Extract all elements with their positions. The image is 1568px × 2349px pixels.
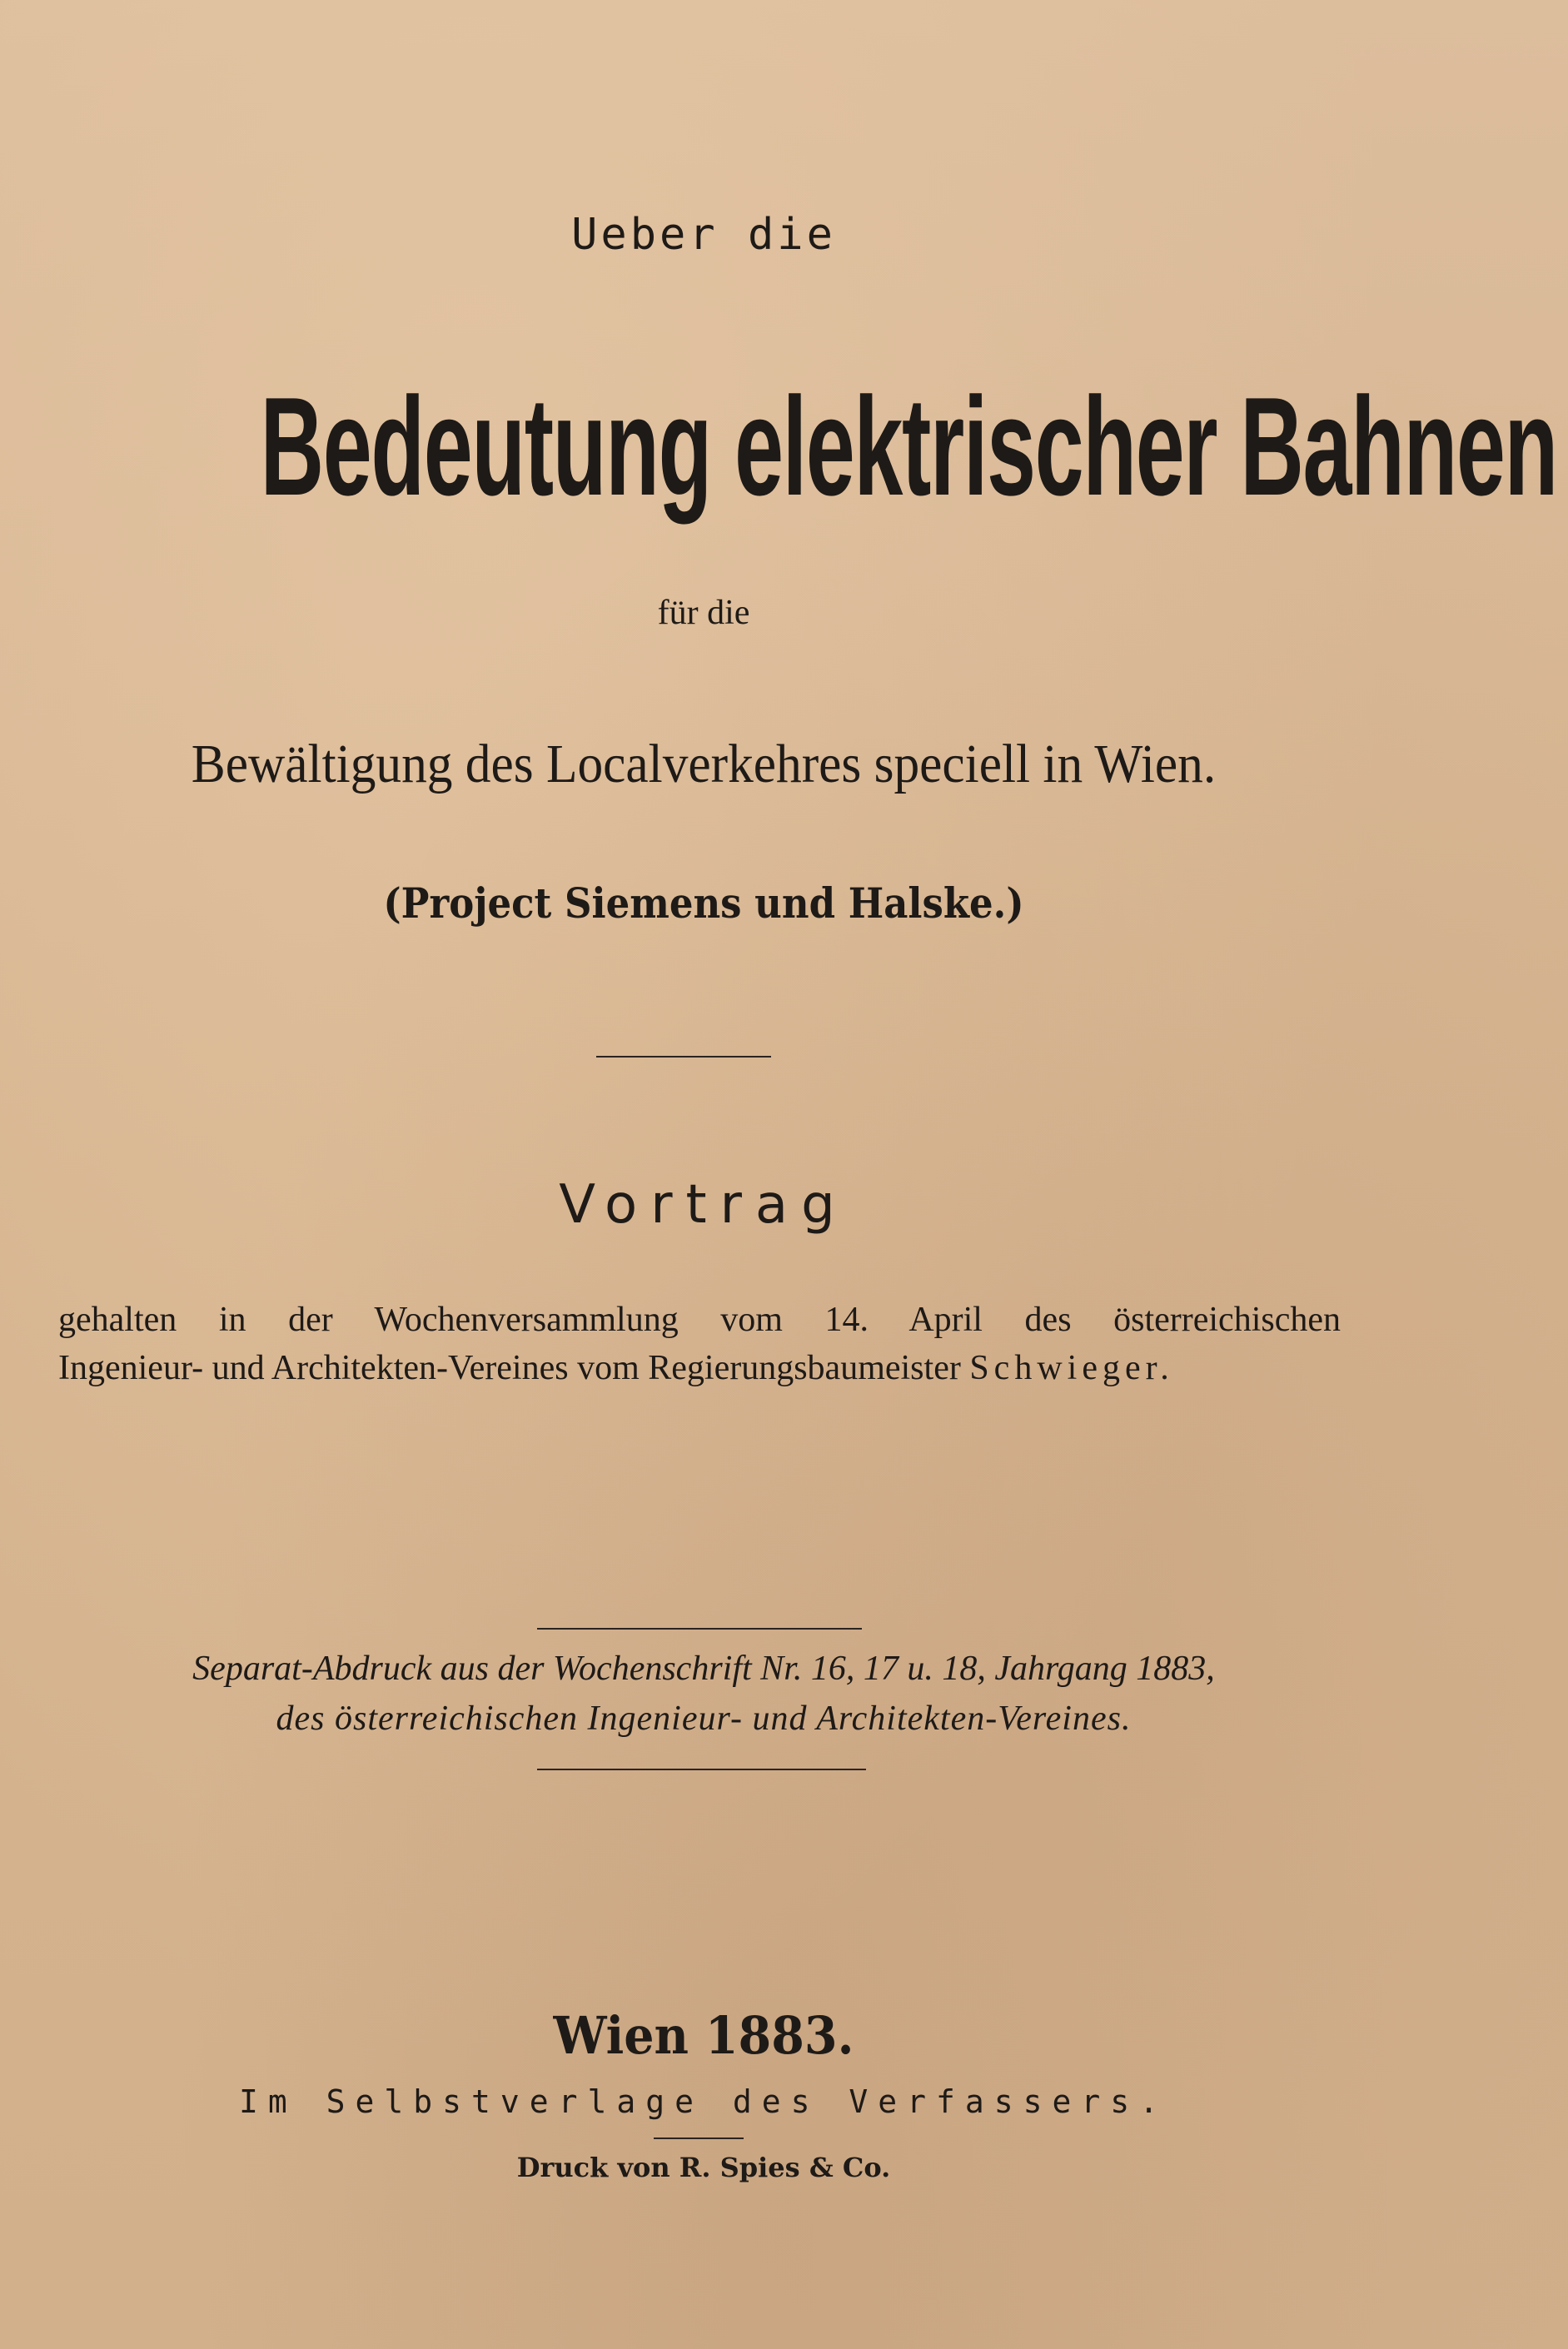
imprint-rule xyxy=(654,2137,744,2139)
offprint-top-rule xyxy=(537,1628,862,1630)
place-year: Wien 1883. xyxy=(553,2005,854,2066)
lecture-description-line-2 xyxy=(58,1344,1341,1392)
divider-rule xyxy=(596,1056,771,1058)
project-note: (Project Siemens und Halske.) xyxy=(383,878,1024,928)
subtitle: Bewältigung des Localverkehres speciell in Wien. xyxy=(191,734,1217,794)
title-connector: für die xyxy=(657,594,750,632)
offprint-note-line-2: des österreichischen Ingenieur- und Architekten-Vereines. xyxy=(276,1700,1132,1738)
printer-line: Druck von R. Spies & Co. xyxy=(516,2152,891,2183)
lecture-author: Schwieger. xyxy=(969,1349,1174,1387)
offprint-bottom-rule xyxy=(537,1769,866,1770)
lecture-heading: Vortrag xyxy=(559,1174,849,1236)
main-title: Bedeutung elektrischer Bahnen xyxy=(260,368,1557,525)
lecture-description-text: Ingenieur- und Architekten-Vereines vom Regierungsbaumeister xyxy=(58,1349,961,1387)
publisher-line: Im Selbstverlage des Verfassers. xyxy=(238,2083,1169,2120)
offprint-note-line-1: Separat-Abdruck aus der Wochenschrift Nr. 16, 17 u. 18, Jahrgang 1883, xyxy=(192,1650,1215,1688)
pre-title: Ueber die xyxy=(571,210,836,260)
lecture-description-line-1: gehalten in der Wochenversammlung vom 14. April des österreichischen xyxy=(58,1301,1341,1339)
